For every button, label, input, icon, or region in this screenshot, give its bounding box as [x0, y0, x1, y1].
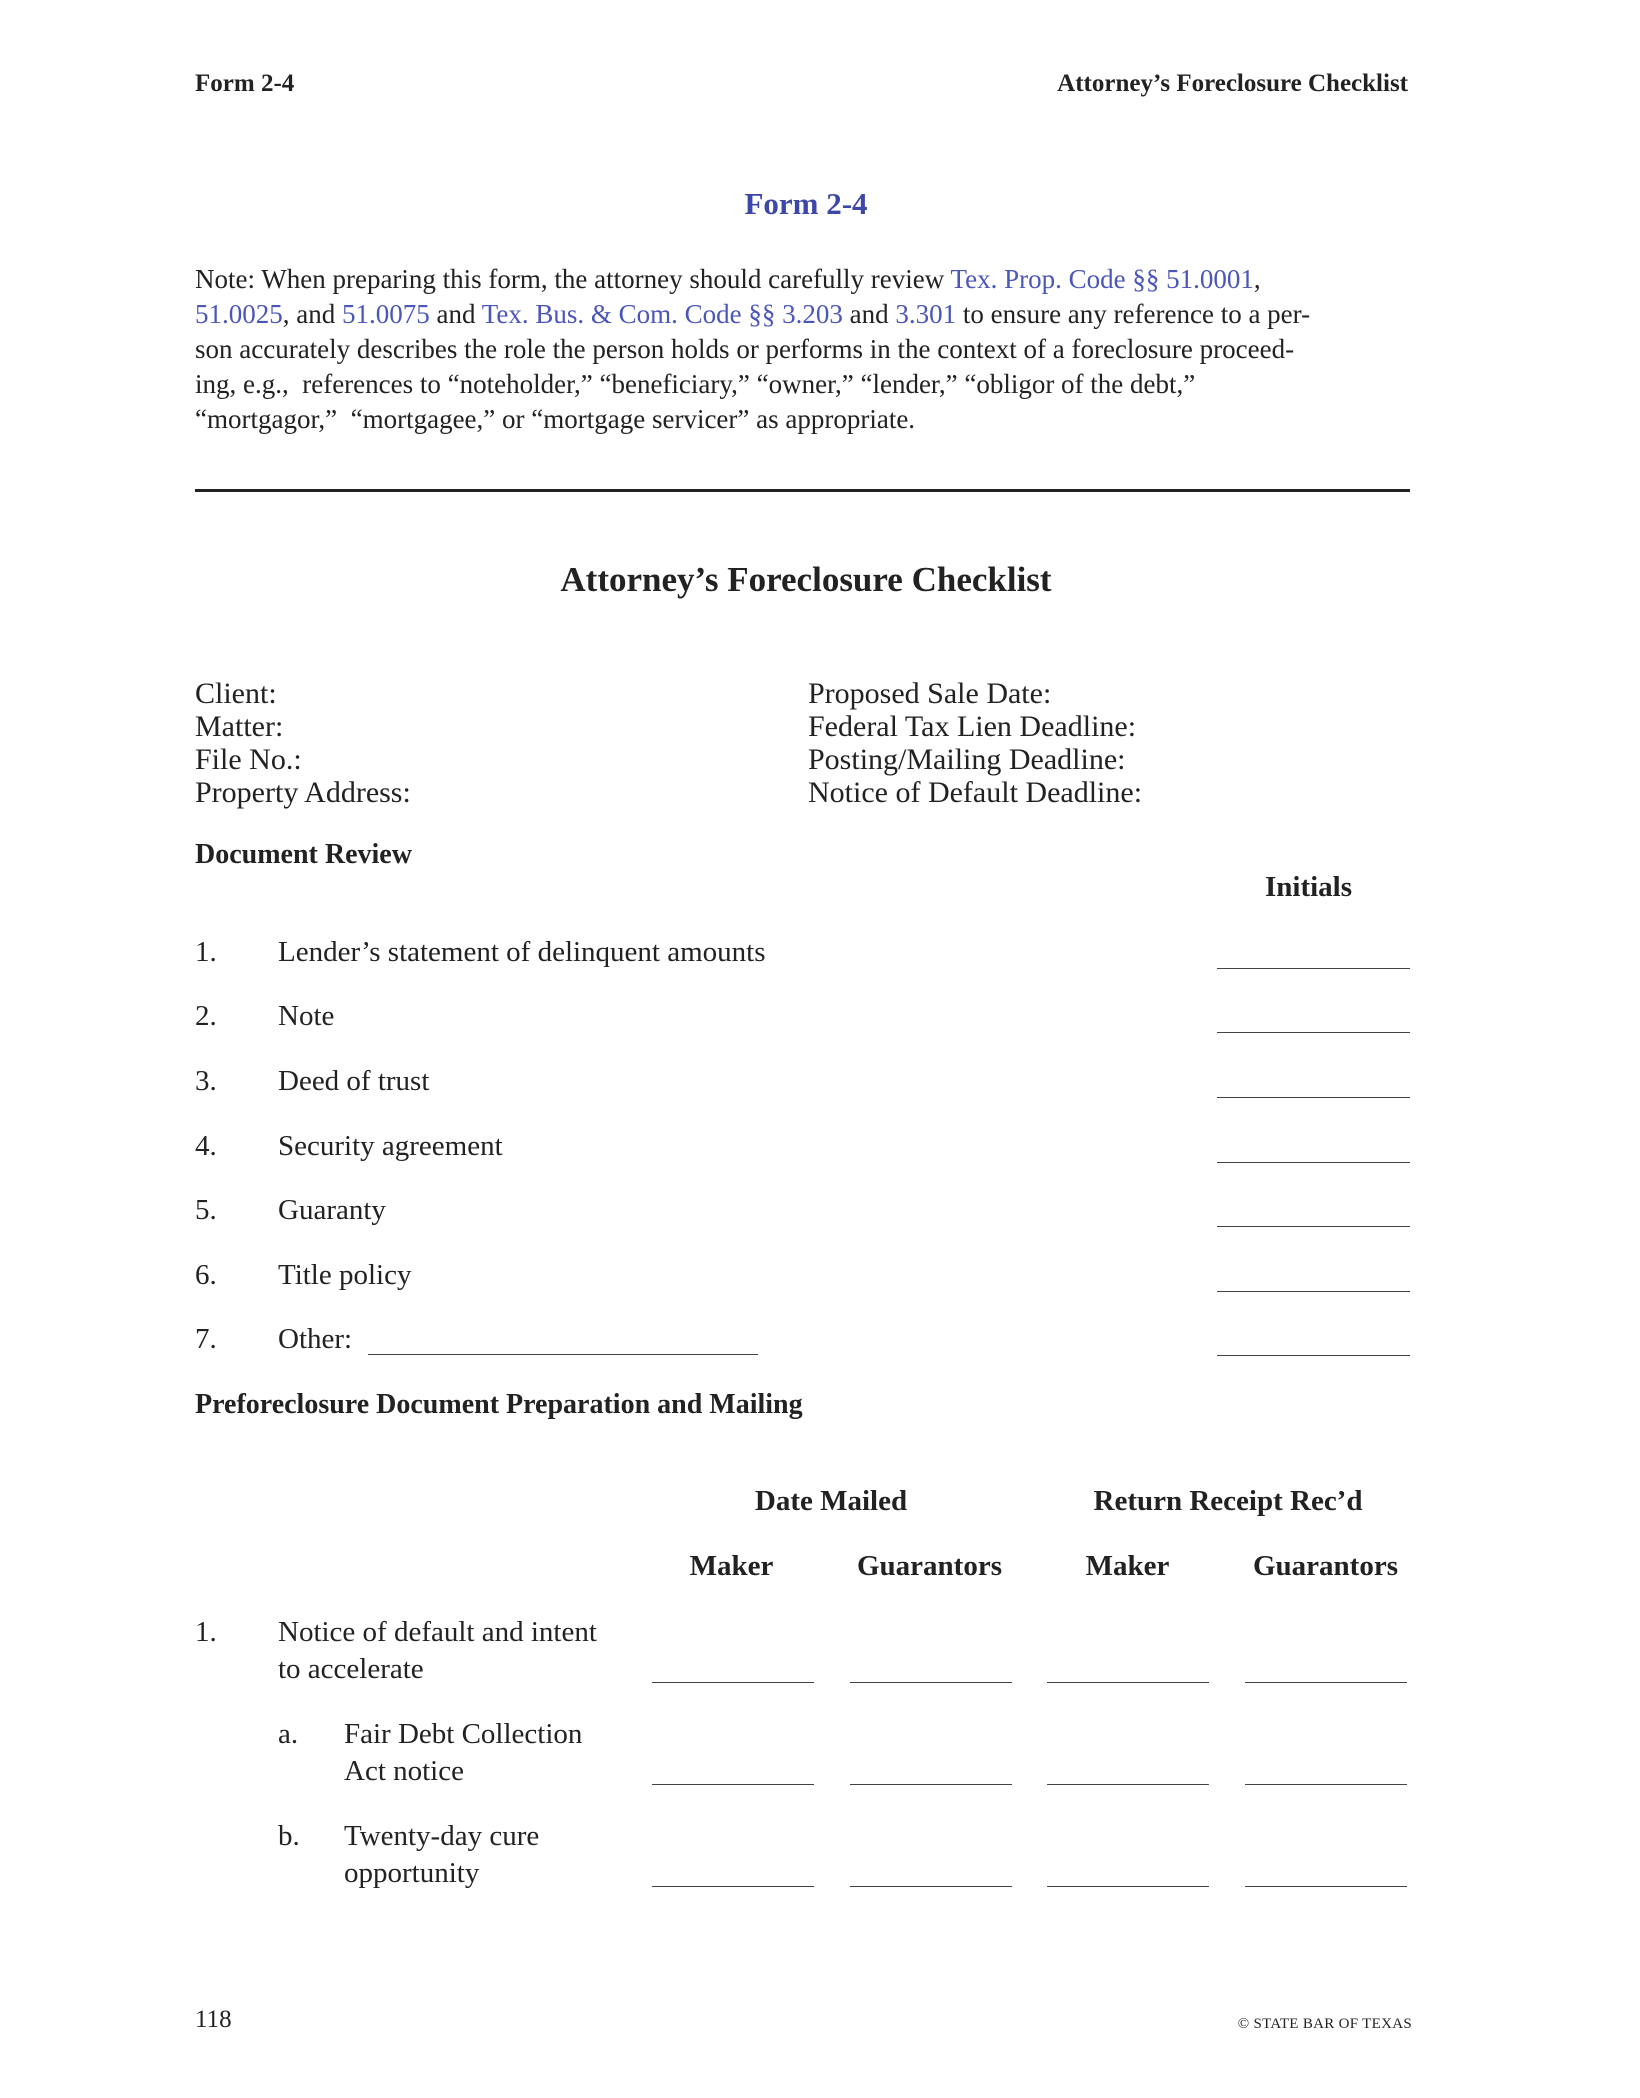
date-mailed-maker-blank[interactable] [652, 1886, 814, 1887]
field-matter-label: Matter: [195, 710, 284, 743]
note-text: to ensure any reference to a per- [956, 299, 1311, 329]
initials-blank[interactable] [1217, 1097, 1410, 1098]
mailing-item-label-line: to accelerate [278, 1653, 424, 1685]
review-item-number: 7. [195, 1323, 217, 1355]
review-item-number: 1. [195, 936, 217, 968]
review-item-number: 5. [195, 1194, 217, 1226]
note-text: , [1253, 264, 1261, 294]
statute-link[interactable]: 3.301 [895, 299, 957, 329]
mailing-item-label-line: opportunity [344, 1857, 480, 1889]
note-line [195, 367, 1410, 402]
maker-column-header: Maker [1085, 1550, 1170, 1582]
review-item-label: Other: [278, 1323, 353, 1355]
initials-blank[interactable] [1217, 1355, 1410, 1356]
checklist-title: Attorney’s Foreclosure Checklist [560, 560, 1052, 599]
mailing-item-label [278, 1614, 597, 1688]
note-line [195, 262, 1410, 297]
review-item-number: 6. [195, 1259, 217, 1291]
note-line [195, 297, 1410, 332]
running-header-left: Form 2-4 [195, 70, 295, 97]
page-number: 118 [195, 2006, 232, 2033]
review-item-label: Note [278, 1000, 335, 1032]
statute-link[interactable]: Tex. Bus. & Com. Code §§ 3.203 [481, 299, 843, 329]
note-paragraph [195, 262, 1410, 437]
receipt-maker-blank[interactable] [1047, 1784, 1209, 1785]
review-item-number: 4. [195, 1130, 217, 1162]
receipt-guarantors-blank[interactable] [1245, 1682, 1407, 1683]
note-line [195, 402, 1410, 437]
initials-blank[interactable] [1217, 1162, 1410, 1163]
initials-blank[interactable] [1217, 1032, 1410, 1033]
guarantors-column-header: Guarantors [1253, 1550, 1398, 1582]
date-mailed-guarantors-blank[interactable] [850, 1682, 1012, 1683]
running-header-right: Attorney’s Foreclosure Checklist [1057, 70, 1408, 97]
copyright-notice: © STATE BAR OF TEXAS [1237, 2016, 1412, 2032]
field-posting-mailing-deadline-label: Posting/Mailing Deadline: [808, 743, 1126, 776]
mailing-item-label-line: Fair Debt Collection [344, 1718, 583, 1750]
mailing-item-label-line: Twenty-day cure [344, 1820, 540, 1852]
initials-blank[interactable] [1217, 1291, 1410, 1292]
note-text: and [429, 299, 482, 329]
initials-blank[interactable] [1217, 1226, 1410, 1227]
date-mailed-maker-blank[interactable] [652, 1682, 814, 1683]
mailing-item-label-line: Act notice [344, 1755, 464, 1787]
field-property-address-label: Property Address: [195, 776, 411, 809]
note-text: , and [282, 299, 342, 329]
mailing-item-number: 1. [195, 1616, 217, 1648]
mailing-subitem-label [344, 1716, 582, 1790]
statute-link[interactable]: 51.0075 [341, 299, 430, 329]
receipt-guarantors-blank[interactable] [1245, 1886, 1407, 1887]
mailing-item-label-line: Notice of default and intent [278, 1616, 597, 1648]
field-client-label: Client: [195, 677, 277, 710]
guarantors-column-header: Guarantors [857, 1550, 1002, 1582]
initials-column-header: Initials [1265, 871, 1353, 903]
receipt-maker-blank[interactable] [1047, 1886, 1209, 1887]
initials-blank[interactable] [1217, 968, 1410, 969]
mailing-subitem-label [344, 1818, 539, 1892]
receipt-guarantors-blank[interactable] [1245, 1784, 1407, 1785]
field-notice-of-default-deadline-label: Notice of Default Deadline: [808, 776, 1143, 809]
review-item-label: Deed of trust [278, 1065, 430, 1097]
date-mailed-header: Date Mailed [754, 1485, 908, 1517]
field-file-no-label: File No.: [195, 743, 302, 776]
note-text: son accurately describes the role the person holds or performs in the context of a foreclosure proceed- [195, 334, 1295, 364]
field-federal-tax-lien-deadline-label: Federal Tax Lien Deadline: [808, 710, 1137, 743]
note-line [195, 332, 1410, 367]
date-mailed-guarantors-blank[interactable] [850, 1886, 1012, 1887]
date-mailed-maker-blank[interactable] [652, 1784, 814, 1785]
receipt-maker-blank[interactable] [1047, 1682, 1209, 1683]
form-title: Form 2-4 [744, 186, 868, 221]
mailing-subitem-letter: a. [278, 1718, 299, 1750]
note-text: “mortgagor,” “mortgagee,” or “mortgage servicer” as appropriate. [195, 404, 916, 434]
statute-link[interactable]: Tex. Prop. Code §§ 51.0001 [950, 264, 1254, 294]
document-review-heading: Document Review [195, 839, 412, 870]
return-receipt-header: Return Receipt Rec’d [1093, 1485, 1363, 1517]
preforeclosure-heading: Preforeclosure Document Preparation and Mailing [195, 1389, 803, 1420]
maker-column-header: Maker [689, 1550, 774, 1582]
note-text: and [842, 299, 896, 329]
statute-link[interactable]: 51.0025 [195, 299, 283, 329]
date-mailed-guarantors-blank[interactable] [850, 1784, 1012, 1785]
review-item-number: 3. [195, 1065, 217, 1097]
review-item-label: Title policy [278, 1259, 412, 1291]
review-item-label: Lender’s statement of delinquent amounts [278, 936, 766, 968]
divider [195, 489, 1410, 492]
review-item-number: 2. [195, 1000, 217, 1032]
review-item-label: Security agreement [278, 1130, 503, 1162]
field-proposed-sale-date-label: Proposed Sale Date: [808, 677, 1052, 710]
note-text: Note: When preparing this form, the attorney should carefully review [195, 264, 951, 294]
mailing-subitem-letter: b. [278, 1820, 300, 1852]
other-description-blank[interactable] [368, 1354, 758, 1355]
note-text: ing, e.g., references to “noteholder,” “beneficiary,” “owner,” “lender,” “obligor of the debt,” [195, 369, 1196, 399]
review-item-label: Guaranty [278, 1194, 386, 1226]
